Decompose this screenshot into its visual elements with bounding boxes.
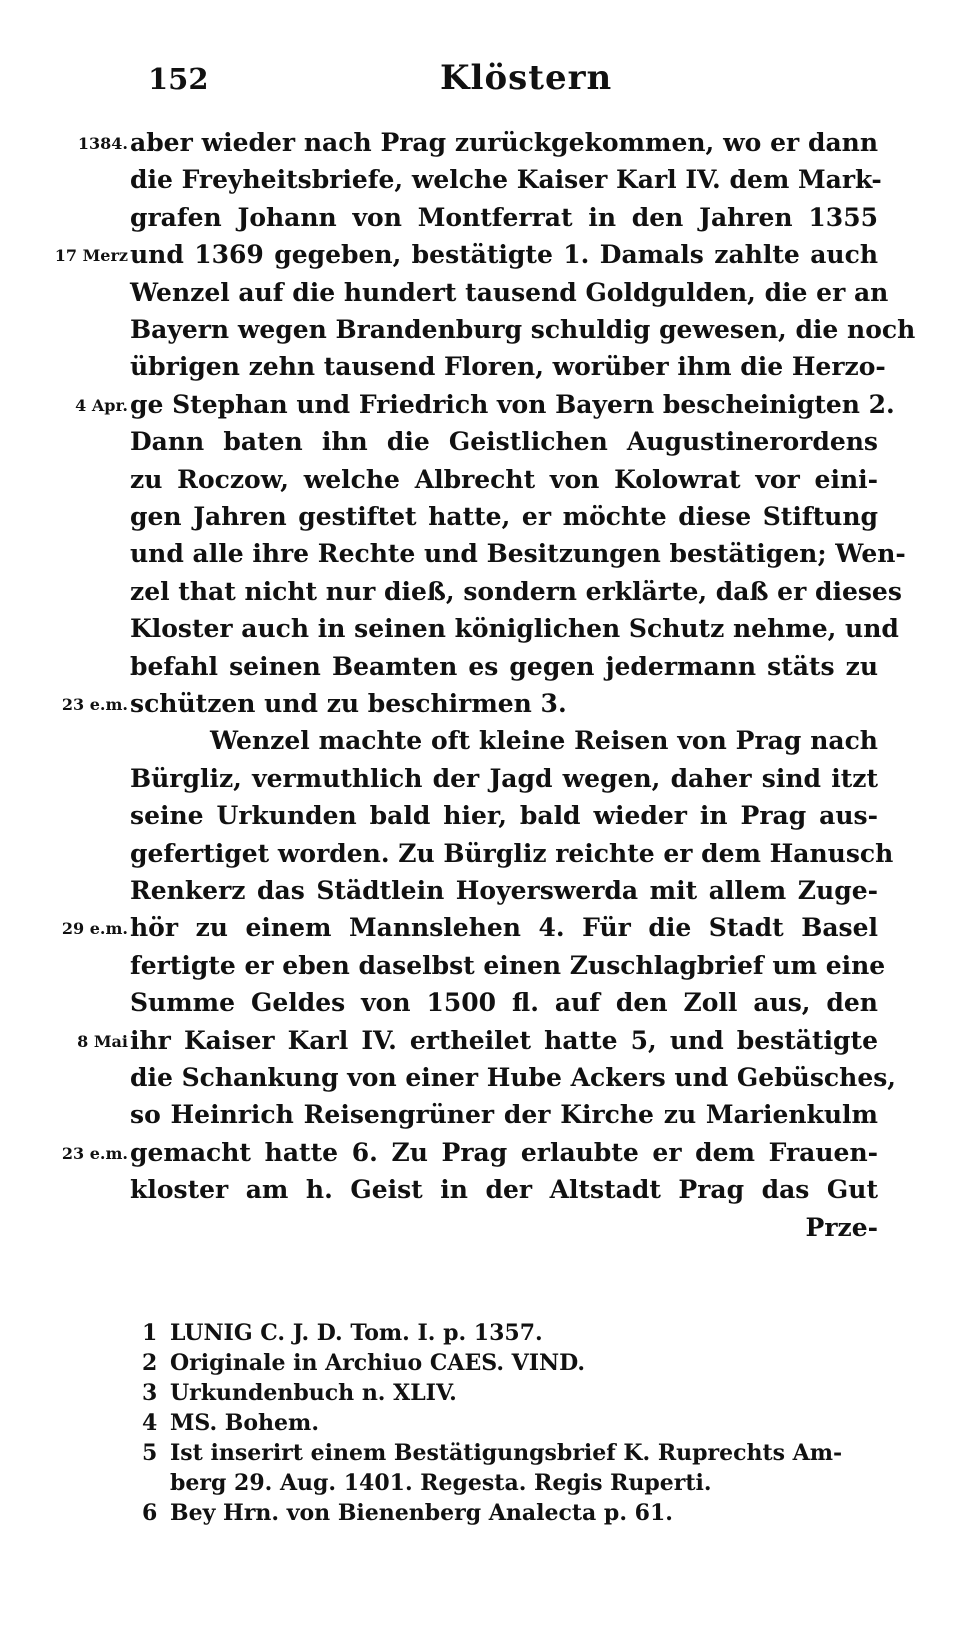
catchword-row [0, 1213, 960, 1251]
text-line: kloster am h. Geist in der Altstadt Prag das Gut [130, 1175, 878, 1205]
text-row [0, 390, 960, 428]
text-line: Wenzel machte oft kleine Reisen von Prag nach [210, 726, 878, 756]
text-row [0, 839, 960, 877]
running-title: Klöstern [440, 58, 613, 98]
text-line: fertigte er eben daselbst einen Zuschlagbrief um eine [130, 950, 886, 980]
text-row [0, 165, 960, 203]
text-row [0, 1063, 960, 1101]
text-line: befahl seinen Beamten es gegen jedermann stäts zu [130, 651, 878, 681]
footnote-text: Urkundenbuch n. XLIV. [170, 1380, 457, 1406]
footnote-number: 1 [142, 1320, 158, 1346]
text-line: Renkerz das Städtlein Hoyerswerda mit allem Zuge- [130, 876, 878, 905]
text-line: so Heinrich Reisengrüner der Kirche zu Marienkulm [130, 1100, 878, 1130]
text-row [0, 427, 960, 465]
text-line: gefertiget worden. Zu Bürgliz reichte er dem Hanusch [130, 838, 894, 868]
margin-date-note: 17 Merz [54, 246, 128, 266]
text-line: seine Urkunden bald hier, bald wieder in Prag aus- [130, 801, 878, 831]
footnote-text: LUNIG C. J. D. Tom. I. p. 1357. [170, 1320, 543, 1346]
text-row [0, 502, 960, 540]
footnote [142, 1500, 882, 1530]
text-row [0, 988, 960, 1026]
text-row [0, 203, 960, 241]
text-row [0, 951, 960, 989]
text-row [0, 614, 960, 652]
margin-date-note: 23 e.m. [61, 1143, 128, 1163]
footnote [142, 1320, 882, 1350]
margin-date-note: 29 e.m. [61, 919, 128, 939]
footnote-number: 5 [142, 1440, 158, 1466]
text-line: Bayern wegen Brandenburg schuldig gewesen, die noch [130, 315, 916, 344]
text-line: schützen und zu beschirmen 3. [130, 689, 567, 718]
footnote [142, 1380, 882, 1410]
footnote-text: Ist inserirt einem Bestätigungsbrief K. Ruprechts Am- [170, 1440, 843, 1466]
text-line: Summe Geldes von 1500 fl. auf den Zoll aus, den [130, 988, 878, 1018]
footnote-text: MS. Bohem. [170, 1410, 319, 1436]
page-number: 152 [148, 62, 209, 96]
text-line: und 1369 gegeben, bestätigte 1. Damals zahlte auch [130, 240, 878, 270]
text-line: Bürgliz, vermuthlich der Jagd wegen, daher sind itzt [130, 763, 878, 793]
footnote-text: Bey Hrn. von Bienenberg Analecta p. 61. [170, 1500, 673, 1526]
text-row [0, 577, 960, 615]
text-row [0, 539, 960, 577]
text-line: Wenzel auf die hundert tausend Goldgulden, die er an [130, 277, 889, 307]
text-line: ge Stephan und Friedrich von Bayern bescheinigten 2. [130, 389, 895, 419]
footnote [142, 1440, 882, 1470]
text-line: Kloster auch in seinen königlichen Schutz nehme, und [130, 614, 899, 644]
footnote [142, 1410, 882, 1440]
footnote-number: 4 [142, 1410, 158, 1436]
text-line: grafen Johann von Montferrat in den Jahren 1355 [130, 202, 878, 232]
text-row [0, 913, 960, 951]
footnote-number: 2 [142, 1350, 158, 1376]
text-row [0, 128, 960, 166]
page-header [0, 58, 960, 108]
margin-date-note: 23 e.m. [61, 695, 128, 714]
text-row [0, 726, 960, 764]
text-row [0, 465, 960, 503]
text-line: die Freyheitsbriefe, welche Kaiser Karl IV. dem Mark- [130, 165, 882, 195]
text-line: und alle ihre Rechte und Besitzungen bestätigen; Wen- [130, 539, 906, 569]
text-line: zu Roczow, welche Albrecht von Kolowrat vor eini- [130, 464, 878, 494]
text-line: gen Jahren gestiftet hatte, er möchte diese Stiftung [130, 502, 878, 531]
text-line: aber wieder nach Prag zurückgekommen, wo er dann [130, 128, 878, 157]
text-row [0, 1100, 960, 1138]
text-row [0, 652, 960, 690]
catchword: Prze- [805, 1212, 878, 1242]
text-line: Dann baten ihn die Geistlichen Augustinerordens [130, 427, 878, 457]
text-line: ihr Kaiser Karl IV. ertheilet hatte 5, und bestätigte [130, 1025, 878, 1055]
footnote-continuation: berg 29. Aug. 1401. Regesta. Regis Ruperti. [170, 1470, 712, 1496]
text-row [0, 1138, 960, 1176]
footnotes-block [142, 1320, 882, 1530]
text-row [0, 315, 960, 353]
footnote-number: 6 [142, 1500, 158, 1526]
text-row [0, 876, 960, 914]
text-line: die Schankung von einer Hube Ackers und Gebüsches, [130, 1063, 897, 1092]
text-row [0, 240, 960, 278]
footnote-text: Originale in Archiuo CAES. VIND. [170, 1350, 586, 1376]
footnote [142, 1350, 882, 1380]
text-row [0, 1175, 960, 1213]
text-row [0, 278, 960, 316]
text-line: übrigen zehn tausend Floren, worüber ihm die Herzo- [130, 352, 886, 382]
text-line: gemacht hatte 6. Zu Prag erlaubte er dem Frauen- [130, 1137, 878, 1167]
footnote-number: 3 [142, 1380, 158, 1406]
text-row [0, 689, 960, 727]
text-row [0, 352, 960, 390]
text-row [0, 801, 960, 839]
text-line: zel that nicht nur dieß, sondern erklärte, daß er dieses [130, 576, 902, 606]
margin-date-note: 1384. [77, 134, 128, 153]
text-row [0, 1026, 960, 1064]
margin-date-note: 8 Mai [77, 1031, 128, 1051]
text-row [0, 764, 960, 802]
margin-date-note: 4 Apr. [75, 395, 128, 415]
text-line: hör zu einem Mannslehen 4. Für die Stadt Basel [130, 913, 878, 943]
